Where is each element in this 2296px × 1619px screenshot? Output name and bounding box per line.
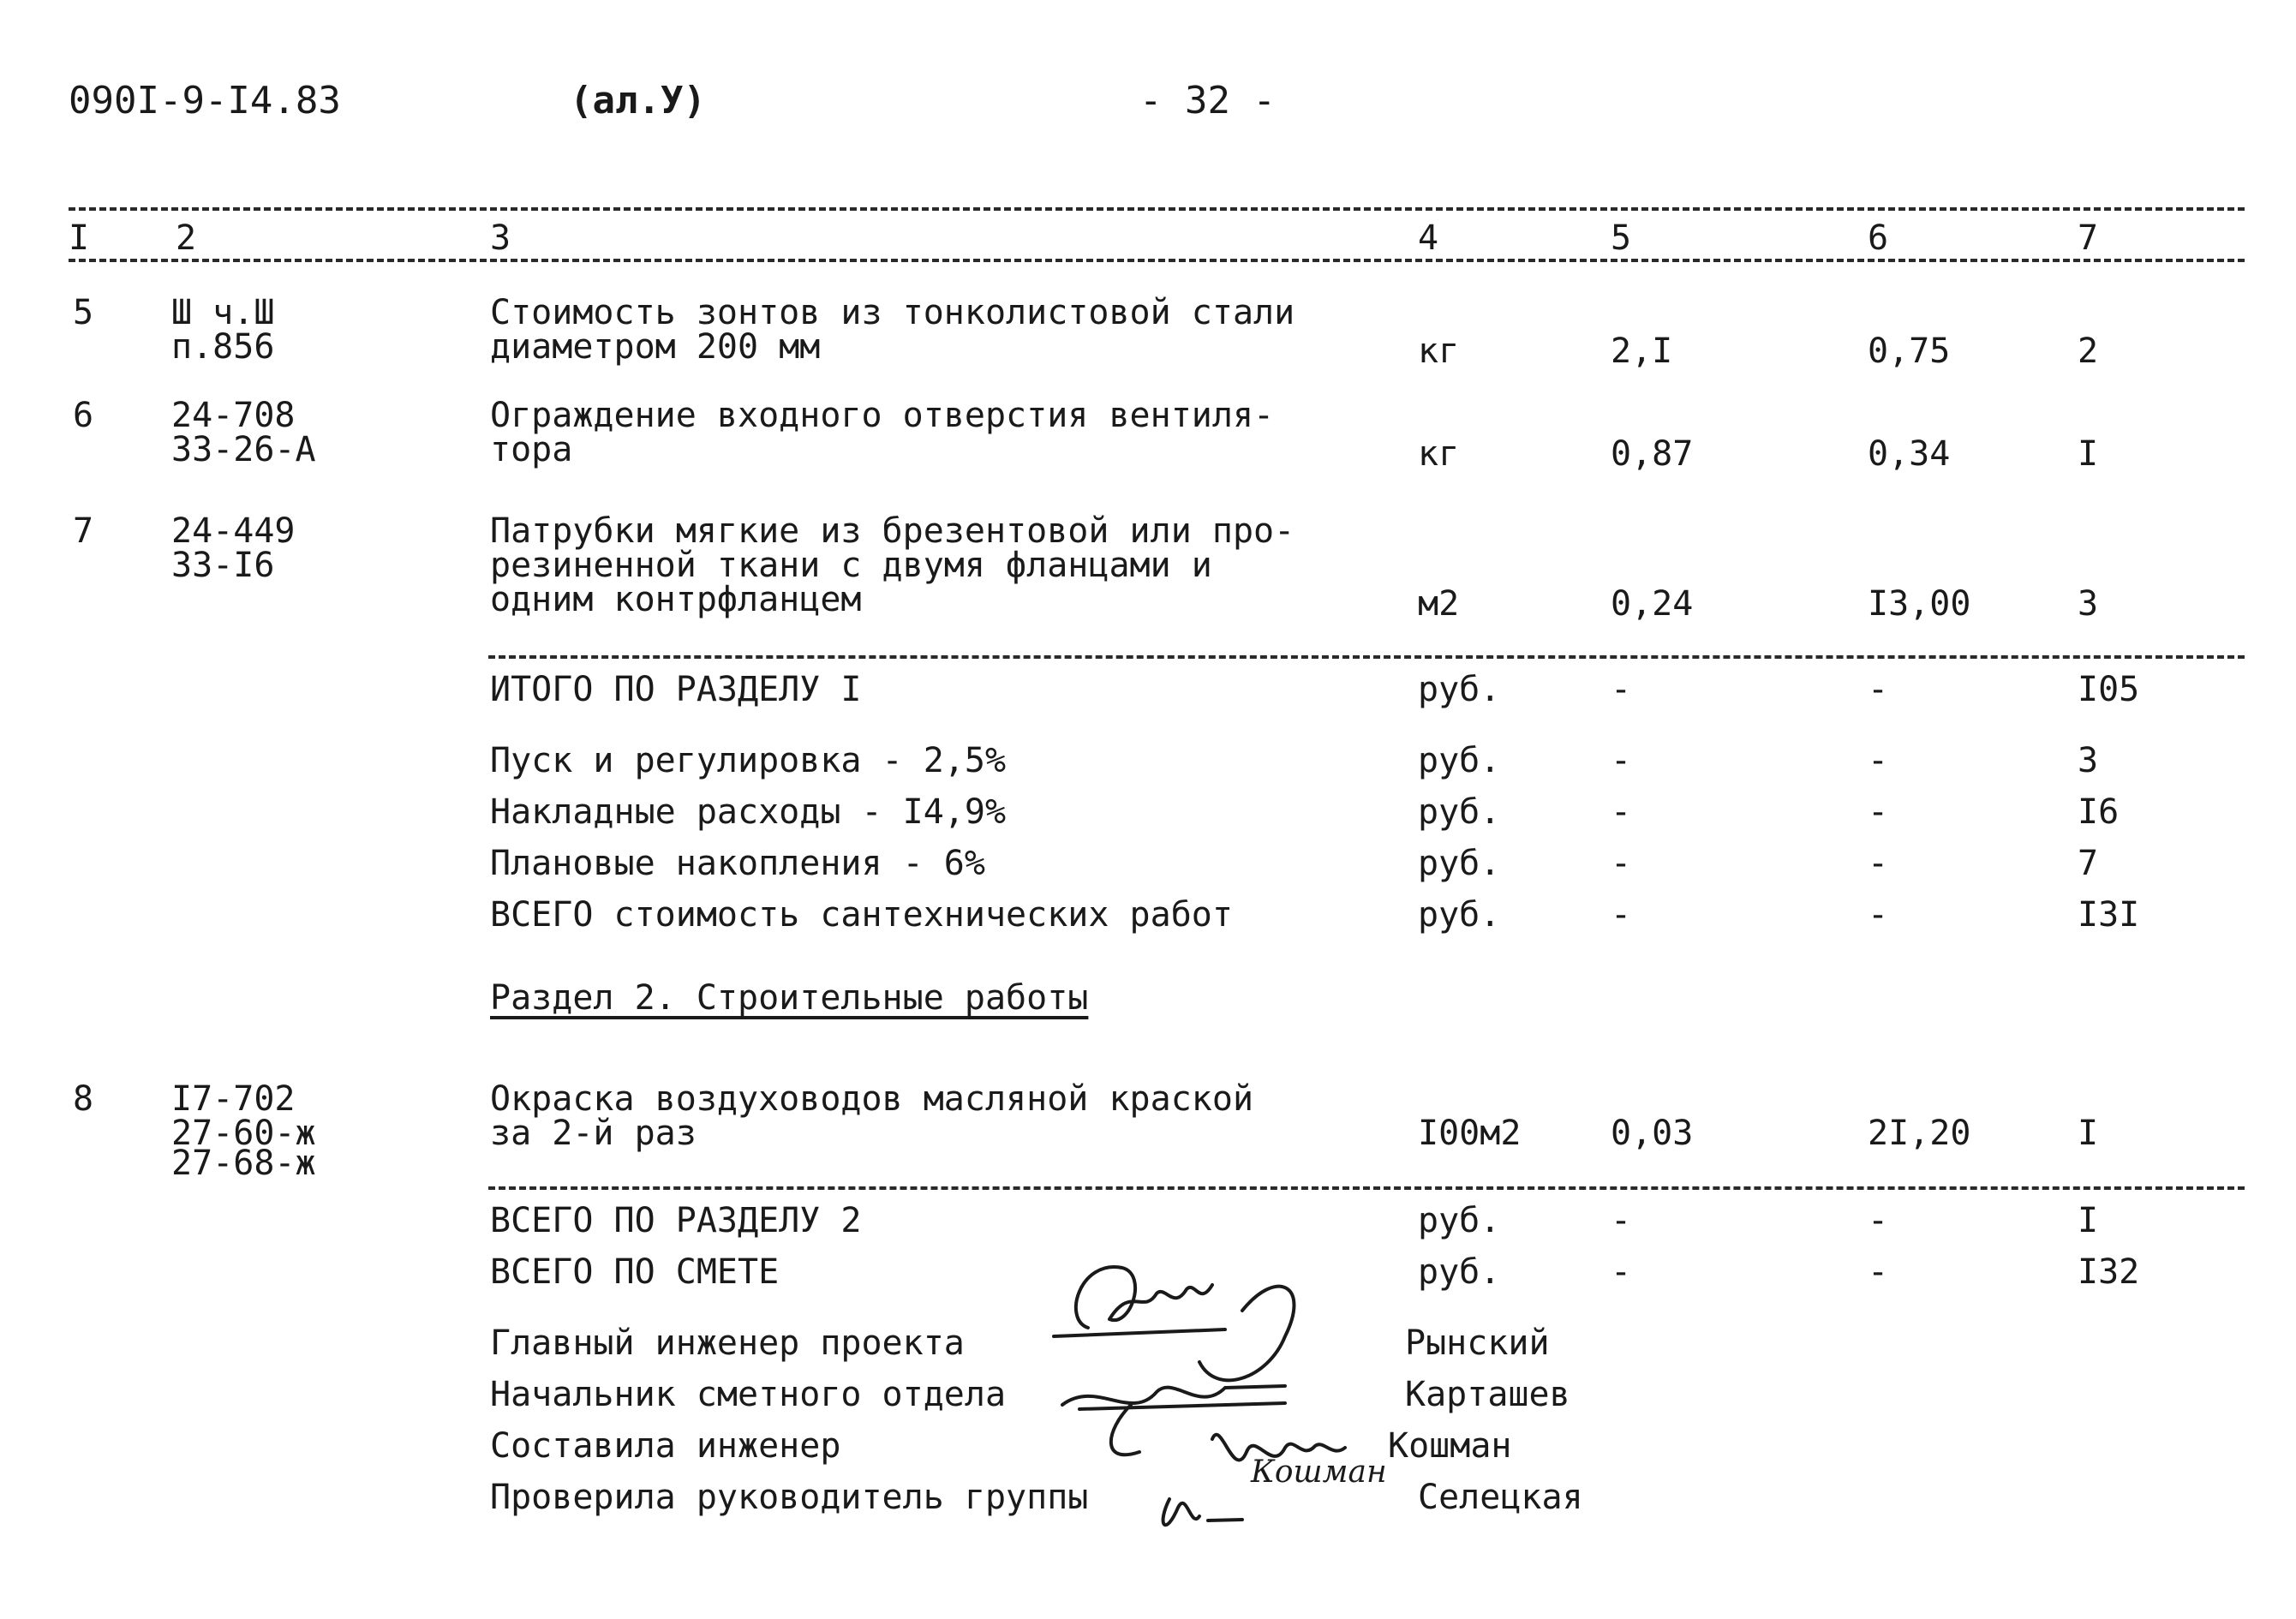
row-number: 5: [73, 293, 94, 332]
row-total: 2: [2078, 332, 2099, 371]
column-header-5: 5: [1611, 218, 1632, 258]
row-number: 8: [73, 1079, 94, 1119]
album-label: (ал.У): [570, 79, 706, 122]
row-unit: кг: [1418, 332, 1460, 371]
row-code-line: 24-449: [171, 511, 296, 551]
row-code-line: 27-60-ж: [171, 1114, 316, 1153]
row-unit-cost: I3,00: [1868, 584, 1971, 624]
row-description-line: Стоимость зонтов из тонколистовой стали: [490, 293, 1295, 332]
row-number: 6: [73, 396, 94, 435]
row-unit: I00м2: [1418, 1114, 1522, 1153]
total-value: I: [2078, 1201, 2099, 1240]
row-description-line: одним контрфланцем: [490, 580, 862, 619]
total-value: I32: [2078, 1252, 2140, 1292]
row-number: 7: [73, 511, 94, 551]
column-header-2: 2: [176, 218, 197, 258]
signature-name: Рынский: [1405, 1323, 1550, 1363]
total-col5: -: [1611, 895, 1632, 935]
total-label: ИТОГО ПО РАЗДЕЛУ I: [490, 670, 862, 709]
table-top-divider: [69, 207, 2245, 211]
total-unit: руб.: [1418, 741, 1501, 780]
section2-title: Раздел 2. Строительные работы: [490, 978, 1089, 1018]
total-unit: руб.: [1418, 792, 1501, 832]
column-header-7: 7: [2078, 218, 2099, 258]
row-total: I: [2078, 434, 2099, 474]
total-col5: -: [1611, 741, 1632, 780]
row-description-line: диаметром 200 мм: [490, 327, 821, 367]
total-unit: руб.: [1418, 895, 1501, 935]
page-number: - 32 -: [1139, 79, 1276, 122]
total-value: 7: [2078, 844, 2099, 883]
total-label: Плановые накопления - 6%: [490, 844, 985, 883]
column-header-3: 3: [490, 218, 511, 258]
row-code-line: 27-68-ж: [171, 1144, 316, 1183]
row-quantity: 0,24: [1611, 584, 1694, 624]
total-col6: -: [1868, 1201, 1889, 1240]
signature-name: Селецкая: [1418, 1478, 1583, 1517]
total-col5: -: [1611, 1201, 1632, 1240]
total-col6: -: [1868, 895, 1889, 935]
column-header-6: 6: [1868, 218, 1889, 258]
total-unit: руб.: [1418, 670, 1501, 709]
signature-role: Проверила руководитель группы: [490, 1478, 1089, 1517]
row-description-line: тора: [490, 430, 573, 469]
signature-role: Составила инженер: [490, 1426, 841, 1466]
total-col6: -: [1868, 741, 1889, 780]
total-label: ВСЕГО ПО РАЗДЕЛУ 2: [490, 1201, 862, 1240]
total-col5: -: [1611, 1252, 1632, 1292]
signature-handwriting-text: Кошман: [1251, 1455, 1387, 1490]
total-col6: -: [1868, 792, 1889, 832]
total-value: I3I: [2078, 895, 2140, 935]
total-value: I6: [2078, 792, 2120, 832]
total-label: Пуск и регулировка - 2,5%: [490, 741, 1007, 780]
row-total: I: [2078, 1114, 2099, 1153]
row-unit-cost: 2I,20: [1868, 1114, 1971, 1153]
total-label: ВСЕГО ПО СМЕТЕ: [490, 1252, 780, 1292]
total-label: ВСЕГО стоимость сантехнических работ: [490, 895, 1233, 935]
row-description-line: резиненной ткани с двумя фланцами и: [490, 546, 1212, 585]
row-quantity: 0,87: [1611, 434, 1694, 474]
section1-divider: [488, 655, 2245, 659]
total-col5: -: [1611, 844, 1632, 883]
row-quantity: 2,I: [1611, 332, 1673, 371]
row-description-line: Ограждение входного отверстия вентиля-: [490, 396, 1275, 435]
total-value: I05: [2078, 670, 2140, 709]
row-unit: кг: [1418, 434, 1460, 474]
row-code-line: 24-708: [171, 396, 296, 435]
document-code: 090I-9-I4.83: [69, 79, 341, 122]
total-unit: руб.: [1418, 1201, 1501, 1240]
total-unit: руб.: [1418, 844, 1501, 883]
signature-role: Начальник сметного отдела: [490, 1375, 1007, 1414]
total-col5: -: [1611, 670, 1632, 709]
signature-role: Главный инженер проекта: [490, 1323, 965, 1363]
total-col6: -: [1868, 1252, 1889, 1292]
total-label: Накладные расходы - I4,9%: [490, 792, 1007, 832]
header-bottom-divider: [69, 259, 2245, 262]
total-col6: -: [1868, 844, 1889, 883]
section2-divider: [488, 1186, 2245, 1190]
signature-name: Карташев: [1405, 1375, 1570, 1414]
row-code-line: Ш ч.Ш: [171, 293, 275, 332]
row-unit-cost: 0,75: [1868, 332, 1951, 371]
column-header-1: I: [69, 218, 90, 258]
row-code-line: п.856: [171, 327, 275, 367]
total-col6: -: [1868, 670, 1889, 709]
row-code-line: 33-26-А: [171, 430, 316, 469]
row-code-line: 33-I6: [171, 546, 275, 585]
row-description-line: Патрубки мягкие из брезентовой или про-: [490, 511, 1295, 551]
total-value: 3: [2078, 741, 2099, 780]
row-code-line: I7-702: [171, 1079, 296, 1119]
total-unit: руб.: [1418, 1252, 1501, 1292]
row-quantity: 0,03: [1611, 1114, 1694, 1153]
row-description-line: за 2-й раз: [490, 1114, 697, 1153]
signature-name: Кошман: [1388, 1426, 1512, 1466]
row-unit: м2: [1418, 584, 1460, 624]
handwritten-signatures: [1028, 1234, 1405, 1542]
column-header-4: 4: [1418, 218, 1439, 258]
total-col5: -: [1611, 792, 1632, 832]
row-total: 3: [2078, 584, 2099, 624]
row-description-line: Окраска воздуховодов масляной краской: [490, 1079, 1254, 1119]
row-unit-cost: 0,34: [1868, 434, 1951, 474]
